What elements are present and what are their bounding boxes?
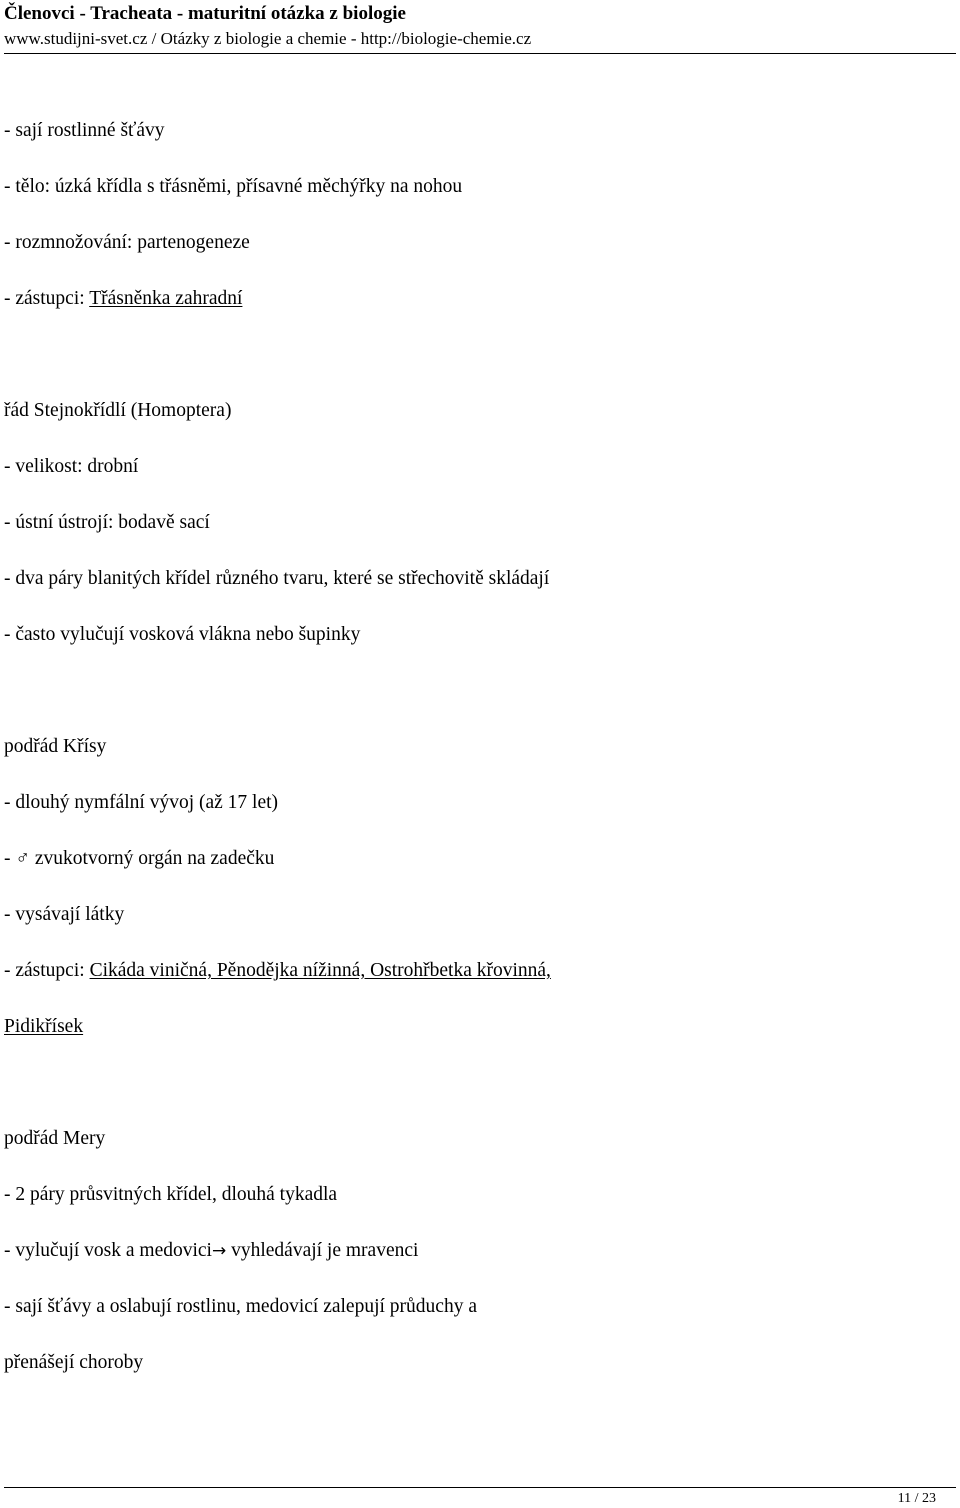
text-line: - dva páry blanitých křídel různého tvaru, které se střechovitě skládají — [4, 568, 550, 589]
text-line: - sají rostlinné šťávy — [4, 120, 165, 141]
text-line: přenášejí choroby — [4, 1352, 144, 1373]
text-line: - dlouhý nymfální vývoj (až 17 let) — [4, 792, 279, 813]
species-link[interactable]: Cikáda viničná, Pěnodějka nížinná, Ostrohřbetka křovinná, — [89, 960, 551, 981]
text-line — [4, 1239, 418, 1263]
section-heading: podřád Křísy — [4, 736, 107, 757]
section-heading: podřád Mery — [4, 1128, 106, 1149]
text-line — [4, 287, 242, 311]
document-title: Členovci - Tracheata - maturitní otázka z biologie — [4, 3, 406, 24]
text-line: - ♂ zvukotvorný orgán na zadečku — [4, 848, 275, 869]
line-prefix: - zástupci: — [4, 960, 90, 981]
section-heading: řád Stejnokřídlí (Homoptera) — [4, 400, 232, 421]
source-line: www.studijni-svet.cz / Otázky z biologie a chemie - http://biologie-chemie.cz — [4, 29, 532, 48]
text-line: - rozmnožování: partenogeneze — [4, 232, 250, 253]
text-line: - ústní ústrojí: bodavě sací — [4, 512, 210, 533]
text-line — [4, 959, 551, 983]
page-number: 11 / 23 — [897, 1491, 936, 1506]
line-part: vyhledávají je mravenci — [226, 1240, 419, 1261]
species-link[interactable]: Třásněnka zahradní — [89, 288, 243, 309]
species-link[interactable]: Pidikřísek — [4, 1016, 84, 1037]
text-line: - 2 páry průsvitných křídel, dlouhá tykadla — [4, 1184, 338, 1205]
line-prefix: - zástupci: — [4, 288, 90, 309]
arrow-right-icon: → — [211, 1241, 227, 1261]
text-line: - vysávají látky — [4, 904, 125, 925]
line-part: - vylučují vosk a medovici — [4, 1240, 212, 1261]
text-line: - tělo: úzká křídla s třásněmi, přísavné měchýřky na nohou — [4, 176, 463, 197]
text-line: - často vylučují vosková vlákna nebo šupinky — [4, 624, 361, 645]
text-line: - velikost: drobní — [4, 456, 139, 477]
header-divider — [4, 53, 956, 54]
text-line: - sají šťávy a oslabují rostlinu, medovicí zalepují průduchy a — [4, 1296, 477, 1317]
text-line — [4, 1015, 83, 1039]
footer-divider — [4, 1487, 956, 1488]
